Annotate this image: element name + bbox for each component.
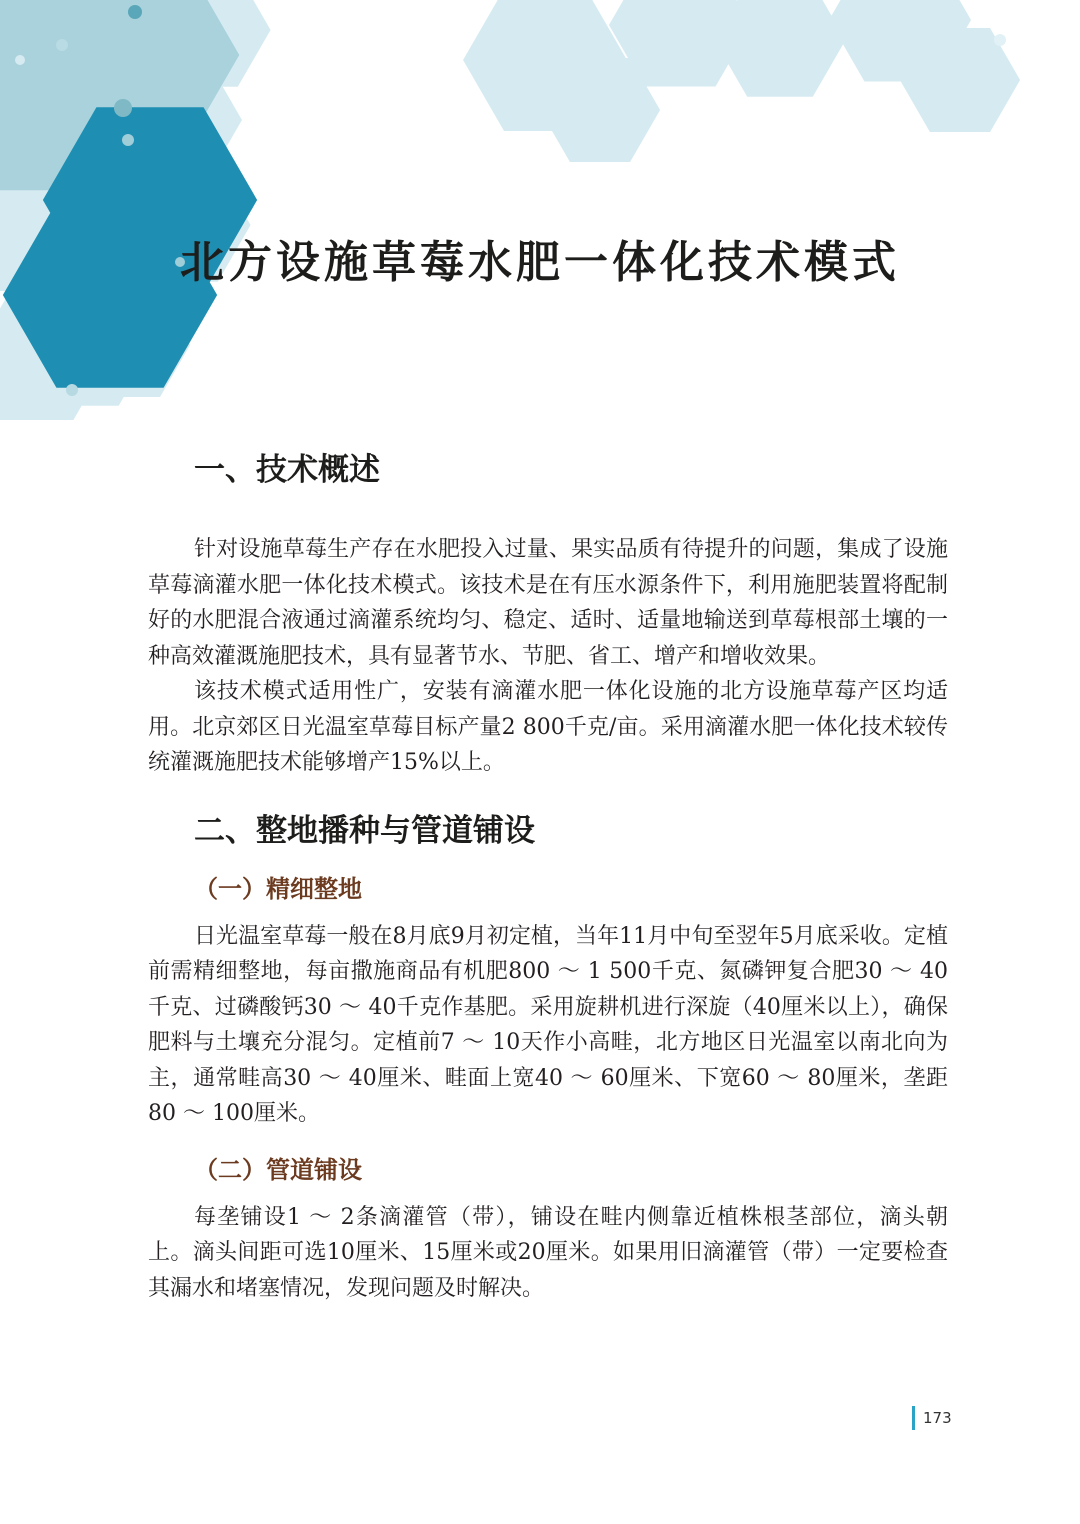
section-heading-land-prep: 二、整地播种与管道铺设 [194,812,535,849]
hexagon-molecule-decoration [0,0,1080,420]
subsection-heading-fine-tillage: （一）精细整地 [194,874,362,903]
paragraph: 每垄铺设1 ～ 2条滴灌管（带），铺设在畦内侧靠近植株根茎部位，滴头朝上。滴头间距可选10厘米、15厘米或20厘米。如果用旧滴灌管（带）一定要检查其漏水和堵塞情况，发现问题及时解决。 [148,1204,948,1301]
article-body [148,448,948,1306]
paragraph: 日光温室草莓一般在8月底9月初定植，当年11月中旬至翌年5月底采收。定植前需精细整地，每亩撒施商品有机肥800 ～ 1 500千克、氮磷钾复合肥30 ～ 40千克、过磷酸钙30 ～ 40千克作基肥。采用旋耕机进行深旋（40厘米以上），确保肥料与土壤充分混匀。定植前7 ～ 10天作小高畦，北方地区日光温室以南北向为主，通常畦高30 ～ 40厘米、畦面上宽40 ～ 60厘米、下宽60 ～ 80厘米，垄距80 ～ 100厘米。 [148,923,948,1126]
paragraph: 针对设施草莓生产存在水肥投入过量、果实品质有待提升的问题，集成了设施草莓滴灌水肥一体化技术模式。该技术是在有压水源条件下，利用施肥装置将配制好的水肥混合液通过滴灌系统均匀、稳定、适时、适量地输送到草莓根部土壤的一种高效灌溉施肥技术，具有显著节水、节肥、省工、增产和增收效果。 [148,537,948,669]
page-title: 北方设施草莓水肥一体化技术模式 [180,237,900,288]
section-heading-overview: 一、技术概述 [194,452,380,488]
page-number: 173 [912,1406,952,1430]
paragraph: 该技术模式适用性广，安装有滴灌水肥一体化设施的北方设施草莓产区均适用。北京郊区日光温室草莓目标产量2 800千克/亩。采用滴灌水肥一体化技术较传统灌溉施肥技术能够增产15%以上。 [148,679,948,775]
subsection-heading-pipe-laying: （二）管道铺设 [194,1155,362,1184]
